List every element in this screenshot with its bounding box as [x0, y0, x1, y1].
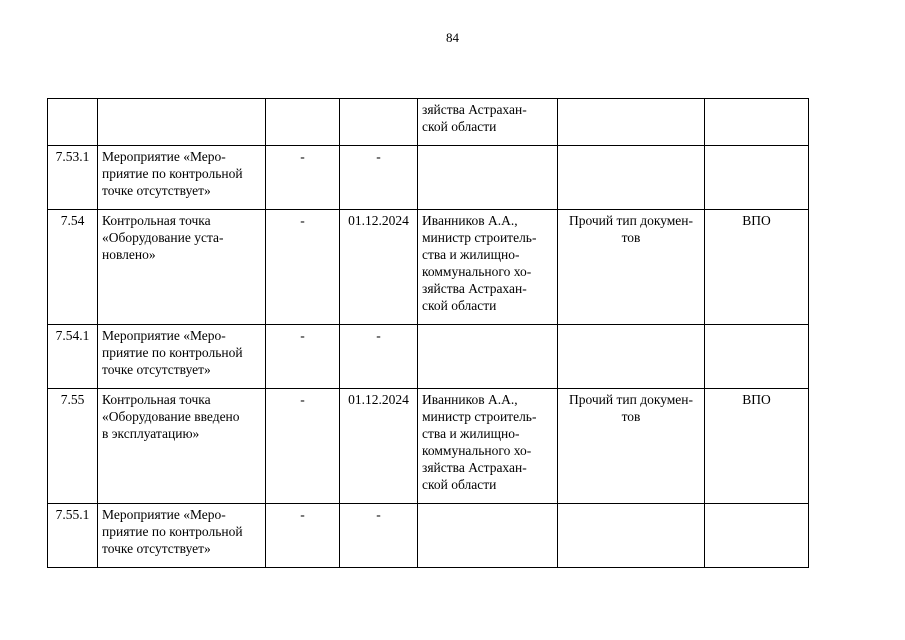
- document-type-line: тов: [621, 409, 641, 424]
- responsible-line: министр строитель-: [422, 230, 537, 245]
- page-number: 84: [446, 30, 459, 45]
- document-type-cell: [558, 146, 705, 210]
- activity-name-cell: [98, 146, 266, 210]
- responsible-line: ской области: [422, 119, 497, 134]
- document-type-line: тов: [621, 230, 641, 245]
- activity-name-line: Контрольная точка: [102, 213, 211, 228]
- activities-table: [47, 98, 809, 568]
- activity-name-line: точке отсутствует»: [102, 362, 211, 377]
- info-system-cell: ВПО: [705, 389, 809, 504]
- info-system-cell: [705, 504, 809, 568]
- responsible-cell: [418, 146, 558, 210]
- responsible-cell: [418, 325, 558, 389]
- responsible-line: ской области: [422, 477, 497, 492]
- info-system-cell: [705, 325, 809, 389]
- activity-name-line: в эксплуатацию»: [102, 426, 200, 441]
- end-date-cell: -: [340, 325, 418, 389]
- row-number-cell: 7.53.1: [48, 146, 98, 210]
- activity-name-line: Мероприятие «Меро-: [102, 149, 226, 164]
- activity-name-line: точке отсутствует»: [102, 183, 211, 198]
- activity-name-line: «Оборудование уста-: [102, 230, 224, 245]
- responsible-line: зяйства Астрахан-: [422, 102, 527, 117]
- responsible-cell: [418, 389, 558, 504]
- activity-name-cell: [98, 504, 266, 568]
- document-type-cell: [558, 325, 705, 389]
- activity-name-line: приятие по контрольной: [102, 166, 243, 181]
- responsible-line: коммунального хо-: [422, 264, 532, 279]
- table-row: [48, 210, 809, 325]
- responsible-cell: [418, 210, 558, 325]
- start-date-cell: [266, 99, 340, 146]
- responsible-line: ства и жилищно-: [422, 426, 520, 441]
- responsible-cell: [418, 504, 558, 568]
- table-row: [48, 504, 809, 568]
- row-number-cell: [48, 99, 98, 146]
- activity-name-cell: [98, 210, 266, 325]
- row-number-cell: 7.54: [48, 210, 98, 325]
- row-number-cell: 7.55.1: [48, 504, 98, 568]
- document-type-line: Прочий тип докумен-: [568, 213, 694, 228]
- activity-name-line: Мероприятие «Меро-: [102, 507, 226, 522]
- activity-name-line: приятие по контрольной: [102, 524, 243, 539]
- info-system-cell: [705, 146, 809, 210]
- responsible-line: ства и жилищно-: [422, 247, 520, 262]
- responsible-cell: [418, 99, 558, 146]
- responsible-line: зяйства Астрахан-: [422, 460, 527, 475]
- responsible-line: зяйства Астрахан-: [422, 281, 527, 296]
- info-system-cell: ВПО: [705, 210, 809, 325]
- end-date-cell: [340, 99, 418, 146]
- activity-name-cell: [98, 325, 266, 389]
- start-date-cell: -: [266, 325, 340, 389]
- responsible-line: Иванников А.А.,: [422, 213, 518, 228]
- table-row: [48, 99, 809, 146]
- document-type-cell: [558, 389, 705, 504]
- start-date-cell: -: [266, 210, 340, 325]
- end-date-cell: -: [340, 504, 418, 568]
- row-number-cell: 7.55: [48, 389, 98, 504]
- activity-name-line: приятие по контрольной: [102, 345, 243, 360]
- document-type-line: Прочий тип докумен-: [568, 392, 694, 407]
- activity-name-line: Мероприятие «Меро-: [102, 328, 226, 343]
- activity-name-line: «Оборудование введено: [102, 409, 240, 424]
- document-type-cell: [558, 99, 705, 146]
- end-date-cell: 01.12.2024: [340, 389, 418, 504]
- document-type-cell: [558, 504, 705, 568]
- table-row: [48, 146, 809, 210]
- row-number-cell: 7.54.1: [48, 325, 98, 389]
- start-date-cell: -: [266, 504, 340, 568]
- responsible-line: ской области: [422, 298, 497, 313]
- activity-name-line: Контрольная точка: [102, 392, 211, 407]
- info-system-cell: [705, 99, 809, 146]
- responsible-line: министр строитель-: [422, 409, 537, 424]
- responsible-line: коммунального хо-: [422, 443, 532, 458]
- table-body: [48, 99, 809, 568]
- activity-name-cell: [98, 389, 266, 504]
- activity-name-line: новлено»: [102, 247, 156, 262]
- responsible-line: Иванников А.А.,: [422, 392, 518, 407]
- end-date-cell: -: [340, 146, 418, 210]
- activity-name-cell: [98, 99, 266, 146]
- start-date-cell: -: [266, 389, 340, 504]
- start-date-cell: -: [266, 146, 340, 210]
- activity-name-line: точке отсутствует»: [102, 541, 211, 556]
- document-type-cell: [558, 210, 705, 325]
- end-date-cell: 01.12.2024: [340, 210, 418, 325]
- table-row: [48, 325, 809, 389]
- table-row: [48, 389, 809, 504]
